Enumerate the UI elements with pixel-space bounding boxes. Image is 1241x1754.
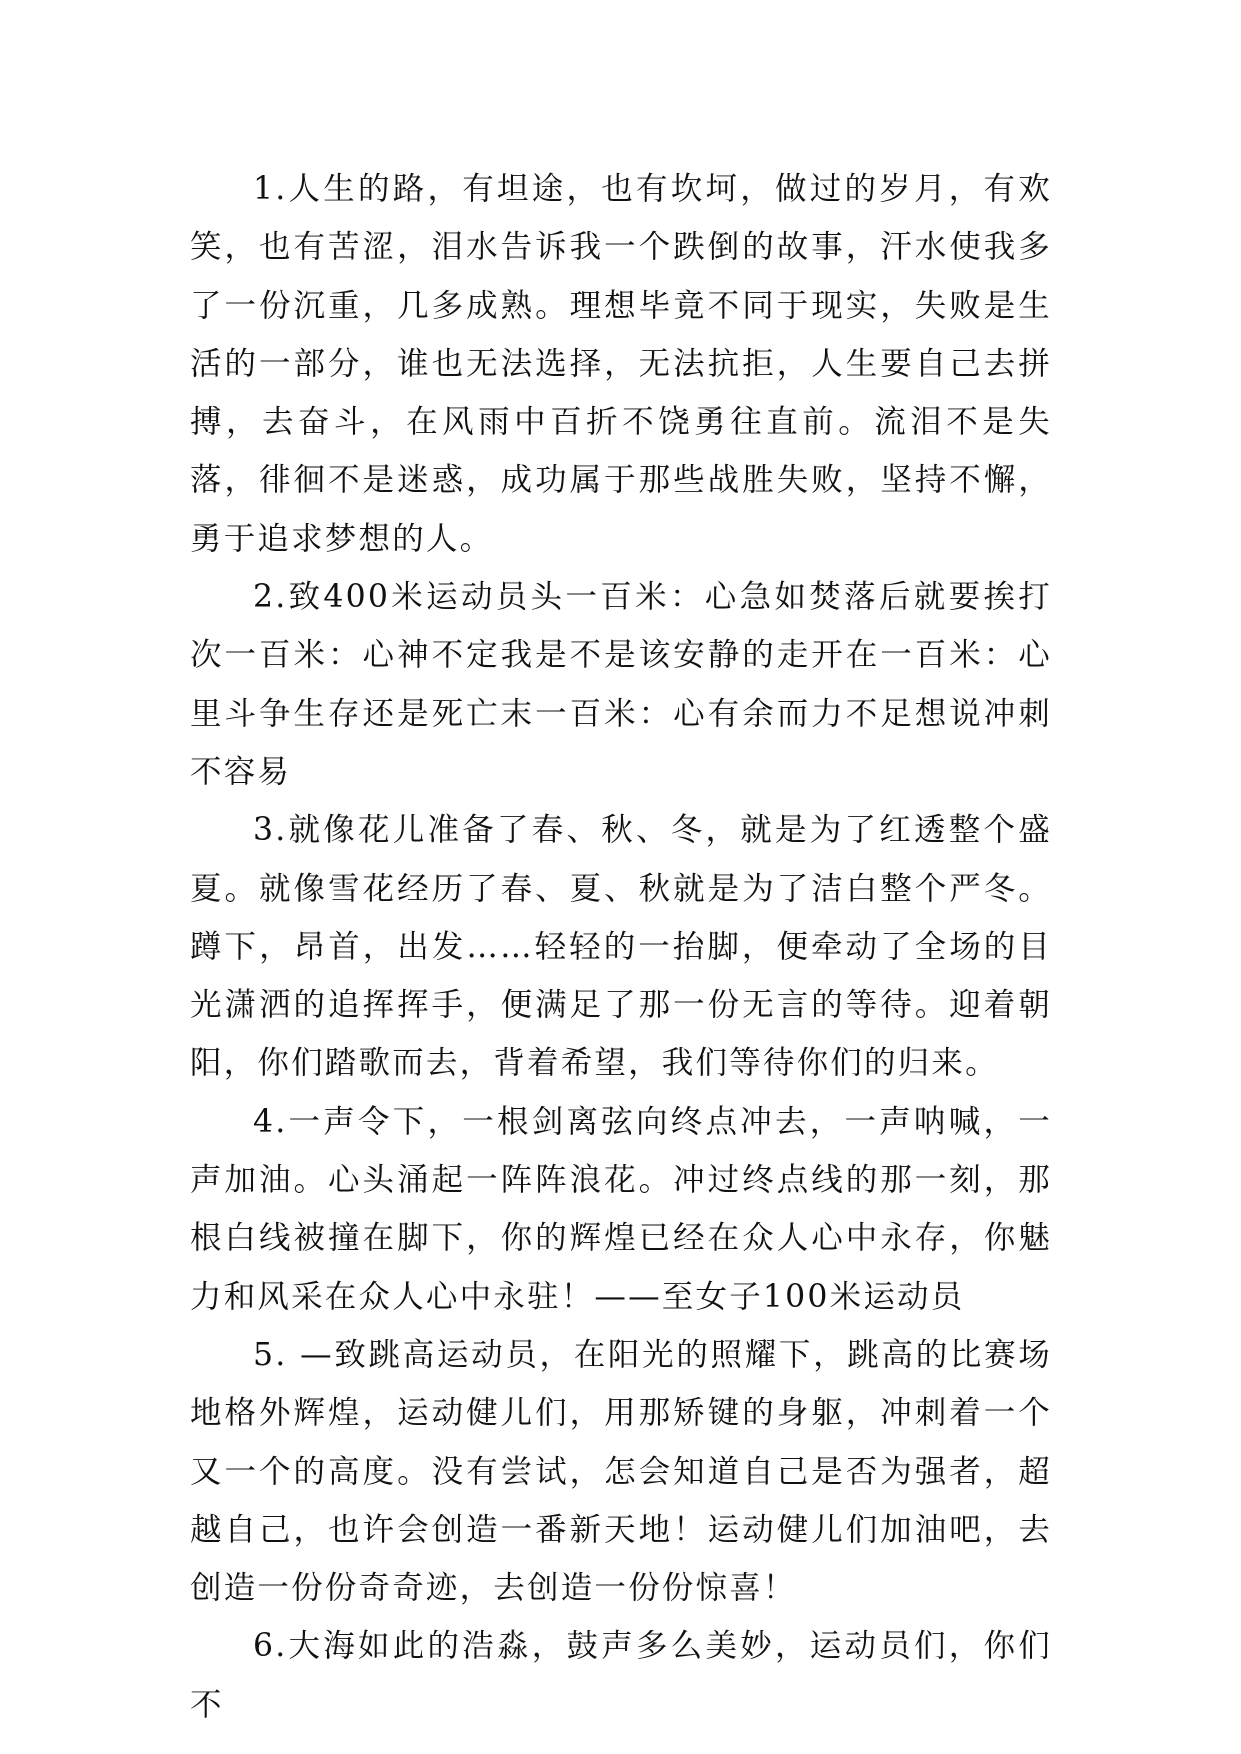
paragraph-5: 5. —致跳高运动员，在阳光的照耀下，跳高的比赛场地格外辉煌，运动健儿们，用那矫键的身躯，冲刺着一个又一个的高度。没有尝试，怎会知道自己是否为强者，超越自己，也许会创造一番新天地！运动健儿们加油吧，去创造一份份奇奇迹，去创造一份份惊喜！ [190, 1336, 1052, 1607]
paragraph-1: 1.人生的路，有坦途，也有坎坷，做过的岁月，有欢笑，也有苦涩，泪水告诉我一个跌倒的故事，汗水使我多了一份沉重，几多成熟。理想毕竟不同于现实，失败是生活的一部分，谁也无法选择，无法抗拒，人生要自己去拼搏，去奋斗，在风雨中百折不饶勇往直前。流泪不是失落，徘徊不是迷惑，成功属于那些战胜失败，坚持不懈，勇于追求梦想的人。 [190, 171, 1052, 557]
paragraph-2: 2.致400米运动员头一百米：心急如焚落后就要挨打次一百米：心神不定我是不是该安静的走开在一百米：心里斗争生存还是死亡末一百米：心有余而力不足想说冲刺不容易 [190, 579, 1052, 790]
paragraph-3: 3.就像花儿准备了春、秋、冬，就是为了红透整个盛夏。就像雪花经历了春、夏、秋就是为了洁白整个严冬。蹲下，昂首，出发……轻轻的一抬脚，便牵动了全场的目光潇洒的追挥挥手，便满足了那一份无言的等待。迎着朝阳，你们踏歌而去，背着希望，我们等待你们的归来。 [190, 812, 1052, 1082]
paragraph-4: 4.一声令下，一根剑离弦向终点冲去，一声呐喊，一声加油。心头涌起一阵阵浪花。冲过终点线的那一刻，那根白线被撞在脚下，你的辉煌已经在众人心中永存，你魅力和风采在众人心中永驻！——至女子100米运动员 [190, 1103, 1052, 1315]
paragraph-6: 6.大海如此的浩淼，鼓声多么美妙，运动员们，你们不 [190, 1628, 1052, 1723]
document-body [190, 160, 1052, 1734]
